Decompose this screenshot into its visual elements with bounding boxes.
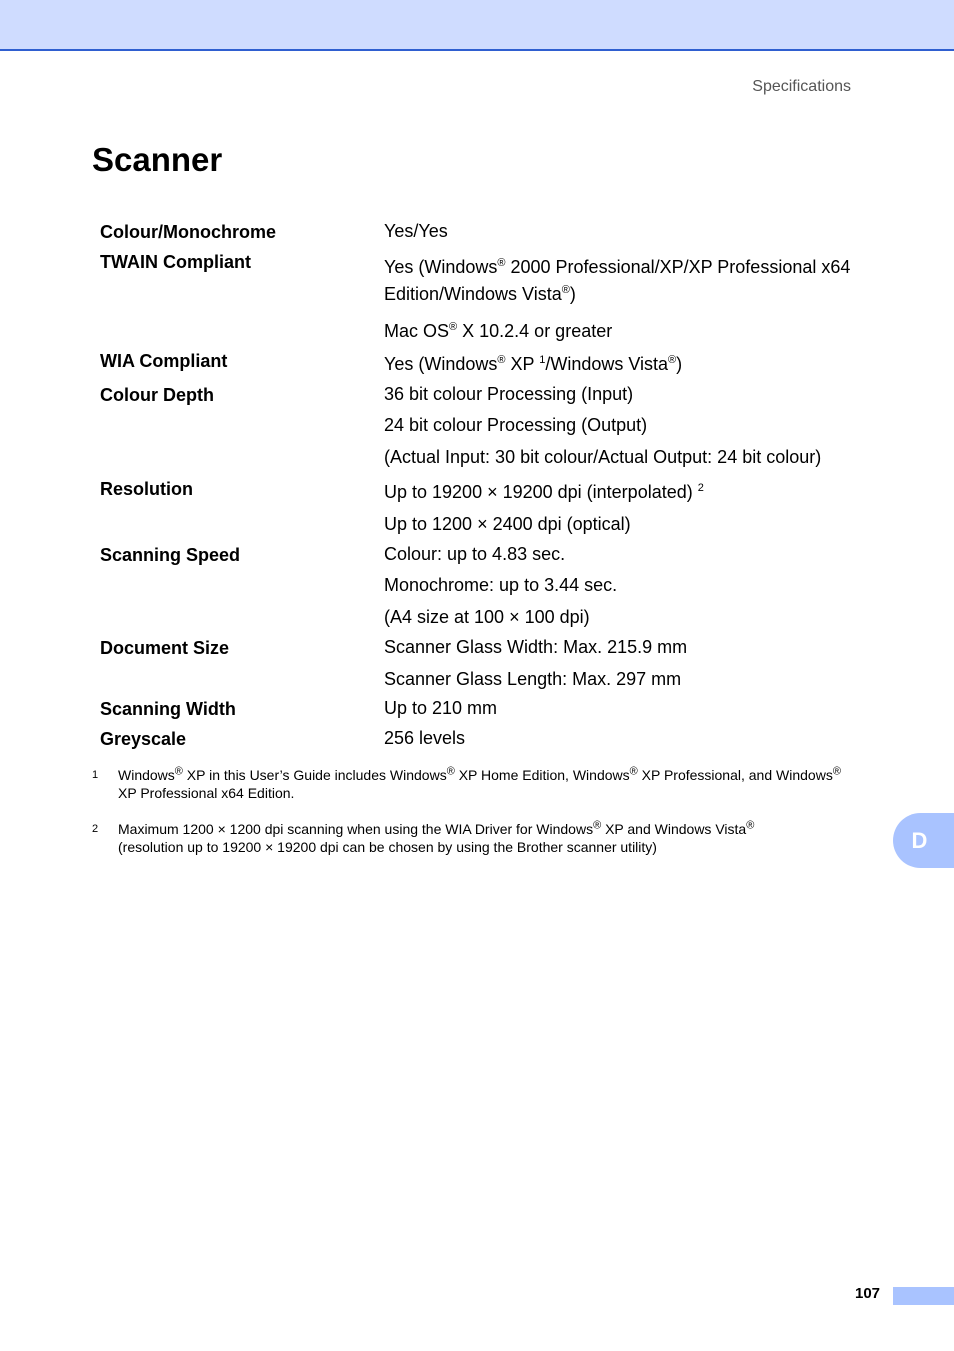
- spec-value: 36 bit colour Processing (Input): [384, 384, 634, 404]
- footnote-number: 1: [92, 769, 99, 781]
- spec-value: (Actual Input: 30 bit colour/Actual Output: 24 bit colour): [384, 447, 822, 467]
- page-number: 107: [855, 1285, 881, 1302]
- chapter-tab-d: D: [893, 813, 954, 868]
- footnote-text: Maximum 1200 × 1200 dpi scanning when using the WIA Driver for Windows® XP and Windows Vista® (resolution up to 19200 × 19200 dpi can be chosen by using the Brother scanner utility): [118, 819, 755, 855]
- spec-table: [100, 218, 900, 755]
- spec-value: 256 levels: [384, 728, 466, 748]
- spec-label: Scanning Speed: [100, 545, 241, 565]
- spec-label: Document Size: [100, 638, 230, 658]
- spec-label: WIA Compliant: [100, 351, 228, 371]
- spec-label: Scanning Width: [100, 699, 236, 719]
- footnote-number: 2: [92, 823, 99, 835]
- spec-value: Up to 210 mm: [384, 698, 498, 718]
- header-band: [0, 0, 954, 51]
- spec-values: [384, 381, 900, 475]
- spec-values: [384, 725, 900, 755]
- spec-value: Edition/Windows Vista®): [384, 284, 576, 304]
- spec-label: Resolution: [100, 479, 193, 499]
- spec-value: Mac OS® X 10.2.4 or greater: [384, 321, 613, 341]
- spec-row-scanning-width: [100, 695, 900, 725]
- spec-row-twain: [100, 248, 900, 347]
- spec-values: [384, 347, 900, 381]
- spec-value: Yes/Yes: [384, 221, 448, 241]
- spec-row-colour-monochrome: [100, 218, 900, 248]
- spec-value: Scanner Glass Width: Max. 215.9 mm: [384, 637, 688, 657]
- spec-label: Greyscale: [100, 729, 187, 749]
- spec-row-greyscale: [100, 725, 900, 755]
- spec-row-document-size: [100, 634, 900, 695]
- spec-value: Up to 19200 × 19200 dpi (interpolated) $^2$: [384, 482, 704, 502]
- spec-values: [384, 541, 900, 634]
- spec-row-wia: [100, 347, 900, 381]
- spec-label: TWAIN Compliant: [100, 252, 251, 272]
- spec-row-scanning-speed: [100, 541, 900, 634]
- footnote-text: Windows® XP in this User’s Guide includes Windows® XP Home Edition, Windows® XP Professional, and Windows® XP Professional x64 Edition.: [118, 765, 841, 801]
- footnote-2: [92, 820, 892, 856]
- section-header: Specifications: [752, 78, 851, 95]
- page-title: Scanner: [92, 141, 223, 178]
- spec-value: Up to 1200 × 2400 dpi (optical): [384, 514, 631, 534]
- footnotes: [92, 766, 892, 865]
- spec-value: 24 bit colour Processing (Output): [384, 415, 648, 435]
- page-number-band: [893, 1287, 954, 1305]
- spec-label: Colour/Monochrome: [100, 222, 276, 242]
- spec-value: Scanner Glass Length: Max. 297 mm: [384, 669, 682, 689]
- spec-value: Yes (Windows® 2000 Professional/XP/XP Professional x64: [384, 257, 851, 277]
- spec-values: [384, 634, 900, 695]
- spec-value: (A4 size at 100 × 100 dpi): [384, 607, 590, 627]
- spec-row-resolution: [100, 475, 900, 541]
- spec-row-colour-depth: [100, 381, 900, 475]
- spec-values: [384, 475, 900, 541]
- spec-value: Yes (Windows® XP $^1$/Windows Vista®): [384, 354, 683, 374]
- spec-value: Monochrome: up to 3.44 sec.: [384, 575, 618, 595]
- spec-values: [384, 218, 900, 248]
- spec-values: [384, 695, 900, 725]
- spec-value: Colour: up to 4.83 sec.: [384, 544, 566, 564]
- spec-values: [384, 248, 900, 347]
- footnote-1: [92, 766, 892, 802]
- spec-label: Colour Depth: [100, 385, 214, 405]
